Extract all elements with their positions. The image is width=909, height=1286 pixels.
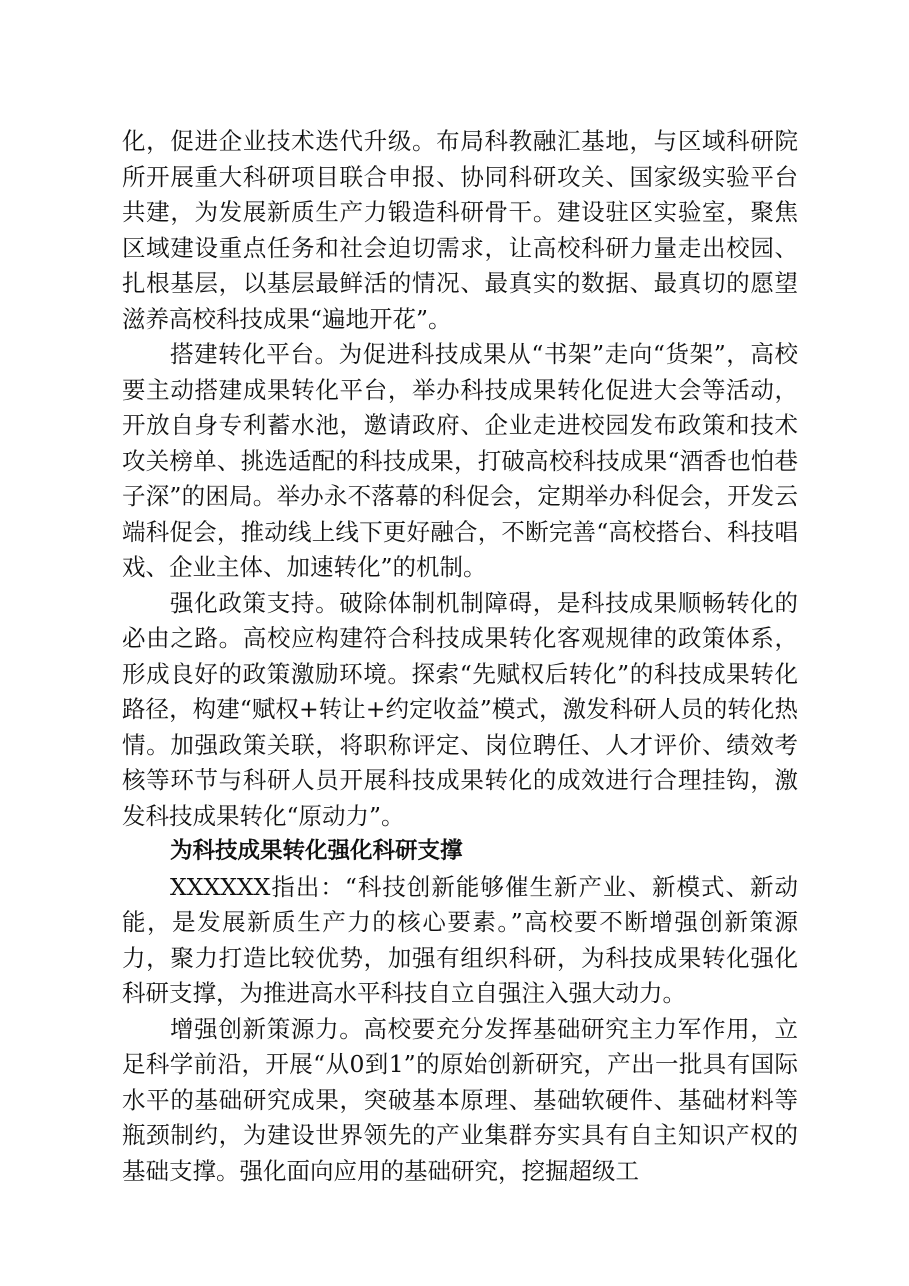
paragraph-innovation: 增强创新策源力。高校要充分发挥基础研究主力军作用，立足科学前沿，开展“从0到1”的原始创新研究，产出一批具有国际水平的基础研究成果，突破基本原理、基础软硬件、基础材料等瓶颈制约，为建设世界领先的产业集群夯实具有自主知识产权的基础支撑。强化面向应用的基础研究，挖掘超级工 — [122, 1014, 798, 1185]
paragraph-quote: XXXXXX指出：“科技创新能够催生新产业、新模式、新动能，是发展新质生产力的核心要素。”高校要不断增强创新策源力，聚力打造比较优势，加强有组织科研，为科技成果转化强化科研支撑，为推进高水平科技自立自强注入强大动力。 — [122, 872, 798, 1007]
paragraph-platform: 搭建转化平台。为促进科技成果从“书架”走向“货架”，高校要主动搭建成果转化平台，举办科技成果转化促进大会等活动，开放自身专利蓄水池，邀请政府、企业走进校园发布政策和技术攻关榜单、挑选适配的科技成果，打破高校科技成果“酒香也怕巷子深”的困局。举办永不落幕的科促会，定期举办科促会，开发云端科促会，推动线上线下更好融合，不断完善“高校搭台、科技唱戏、企业主体、加速转化”的机制。 — [122, 340, 798, 581]
paragraph-continuation: 化，促进企业技术迭代升级。布局科教融汇基地，与区域科研院所开展重大科研项目联合申报、协同科研攻关、国家级实验平台共建，为发展新质生产力锻造科研骨干。建设驻区实验室，聚焦区域建设重点任务和社会迫切需求，让高校科研力量走出校园、扎根基层，以基层最鲜活的情况、最真实的数据、最真切的愿望滋养高校科技成果“遍地开花”。 — [122, 127, 798, 333]
section-heading: 为科技成果转化强化科研支撑 — [170, 838, 463, 864]
document-body — [122, 124, 798, 1189]
paragraph-policy: 强化政策支持。破除体制机制障碍，是科技成果顺畅转化的必由之路。高校应构建符合科技成果转化客观规律的政策体系，形成良好的政策激励环境。探索“先赋权后转化”的科技成果转化路径，构建“赋权+转让+约定收益”模式，激发科研人员的转化热情。加强政策关联，将职称评定、岗位聘任、人才评价、绩效考核等环节与科研人员开展科技成果转化的成效进行合理挂钩，激发科技成果转化“原动力”。 — [122, 588, 798, 830]
